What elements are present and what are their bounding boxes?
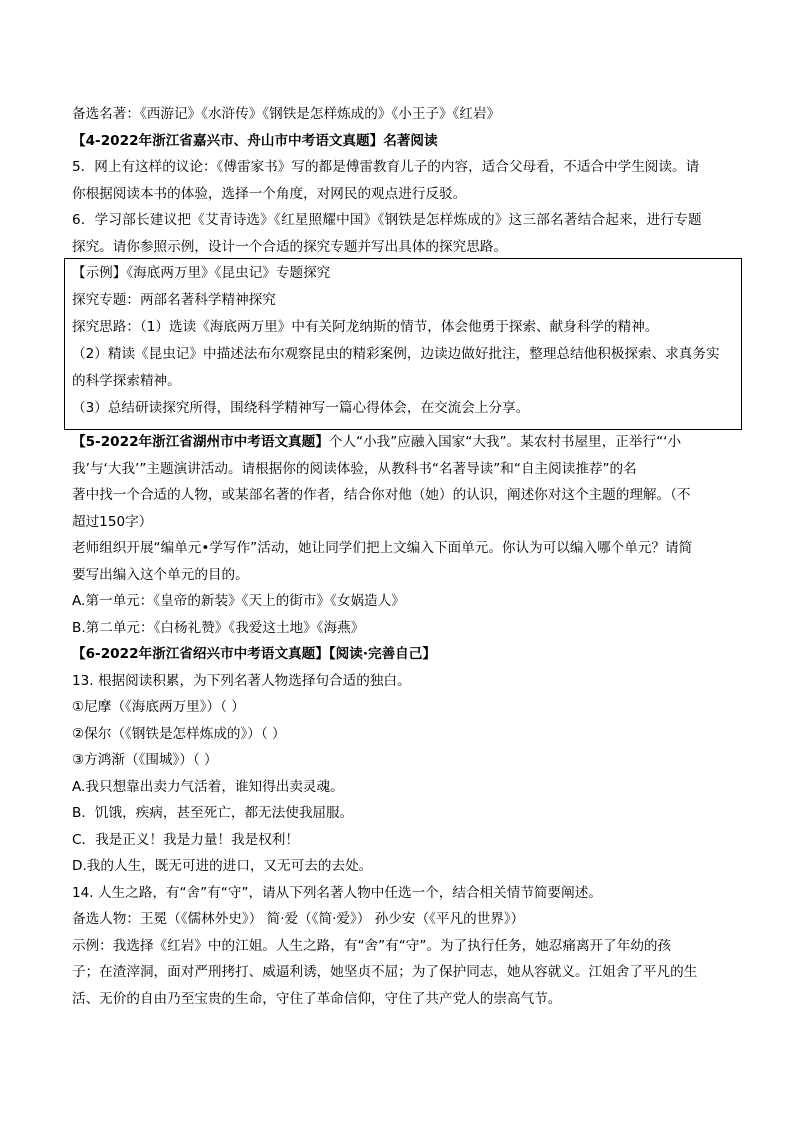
monologue-option: D.我的人生，既无可进的进口，又无可去的去处。 [72, 858, 373, 874]
question-5-line-2: 你根据阅读本书的体验，选择一个角度，对网民的观点进行反驳。 [72, 185, 467, 202]
monologue-option: A.我只想靠出卖力气活着，谁知得出卖灵魂。 [72, 778, 344, 795]
character-item: ②保尔（《钢铁是怎样炼成的》）（ ） [72, 725, 286, 742]
question-13: 13. 根据阅读积累，为下列名著人物选择句合适的独白。 [72, 672, 411, 689]
example-box [64, 258, 742, 430]
option-unit-2: B.第二单元：《白杨礼赞》《我爱这土地》《海燕》 [72, 619, 365, 636]
example-title: 【示例】《海底两万里》《昆虫记》专题探究 [72, 265, 331, 281]
question-6-line-1: 6．学习部长建议把《艾青诗选》《红星照耀中国》《钢铁是怎样炼成的》这三部名著结合起来，进行专题 [72, 212, 702, 228]
character-item: ①尼摩（《海底两万里》）（ ） [72, 699, 245, 715]
example-approach-2: （2）精读《昆虫记》中描述法布尔观察昆虫的精彩案例，边读边做好批注，整理总结他积极探索、求真务实 [72, 346, 720, 362]
section-5-line: 我’与‘大我’”主题演讲活动。请根据你的阅读体验，从教科书“名著导读”和“自主阅读推荐”的名 [72, 460, 637, 477]
character-item: ③方鸿渐（《围城》）（ ） [72, 752, 218, 768]
section-5-heading: 【5-2022年浙江省湖州市中考语文真题】 [72, 434, 329, 450]
example-answer-line: 示例：我选择《红岩》中的江姐。人生之路，有“舍”有“守”。为了执行任务，她忍痛离开了年幼的孩 [72, 937, 672, 954]
example-answer-line: 活、无价的自由乃至宝贵的生命，守住了革命信仰，守住了共产党人的崇高气节。 [72, 990, 562, 1007]
section-6-heading: 【6-2022年浙江省绍兴市中考语文真题】【阅读·完善自己】 [72, 646, 436, 662]
section-4-heading: 【4-2022年浙江省嘉兴市、舟山市中考语文真题】名著阅读 [72, 132, 438, 149]
section-5-line: 超过150字） [72, 513, 153, 530]
section-5-line: 著中找一个合适的人物，或某部名著的作者，结合你对他（她）的认识，阐述你对这个主题的理解。（不 [72, 487, 691, 503]
question-5-line-1: 5．网上有这样的议论：《傅雷家书》写的都是傅雷教育儿子的内容，适合父母看，不适合中学生阅读。请 [72, 159, 700, 175]
section-5-first-line [72, 429, 732, 456]
example-answer-line: 子；在渣滓洞，面对严刑拷打、威逼利诱，她坚贞不屈；为了保护同志，她从容就义。江姐舍了平凡的生 [72, 964, 698, 980]
lower-text-block [72, 429, 732, 1012]
example-topic: 探究专题：两部名著科学精神探究 [72, 292, 276, 308]
example-approach-2-cont: 的科学探索精神。 [72, 373, 181, 389]
section-5-text: 个人“小我”应融入国家“大我”。某农村书屋里，正举行“‘小 [328, 434, 682, 450]
question-6-line-2: 探究。请你参照示例，设计一个合适的探究专题并写出具体的探究思路。 [72, 238, 507, 255]
section-5-line: 要写出编入这个单元的目的。 [72, 566, 249, 583]
example-approach-1: 探究思路：（1）选读《海底两万里》中有关阿龙纳斯的情节，体会他勇于探索、献身科学的精神。 [72, 319, 659, 335]
section-5-line: 老师组织开展“编单元•学写作”活动，她让同学们把上文编入下面单元。你认为可以编入哪个单元？请简 [72, 540, 693, 556]
upper-text-block [72, 101, 732, 260]
monologue-option: C．我是正义！我是力量！我是权利！ [72, 831, 299, 848]
monologue-option: B．饥饿，疾病，甚至死亡，都无法使我屈服。 [72, 805, 354, 821]
question-14: 14. 人生之路，有“舍”有“守”，请从下列名著人物中任选一个，结合相关情节简要阐述。 [72, 884, 602, 901]
example-approach-3: （3）总结研读探究所得，围绕科学精神写一篇心得体会，在交流会上分享。 [72, 400, 530, 416]
recommended-books-line: 备选名著：《西游记》《水浒传》《钢铁是怎样炼成的》《小王子》《红岩》 [72, 106, 501, 122]
candidate-characters: 备选人物：王冕（《儒林外史》） 简·爱（《简·爱》） 孙少安（《平凡的世界》） [72, 911, 525, 927]
option-unit-1: A.第一单元：《皇帝的新装》《天上的街市》《女娲造人》 [72, 593, 405, 609]
